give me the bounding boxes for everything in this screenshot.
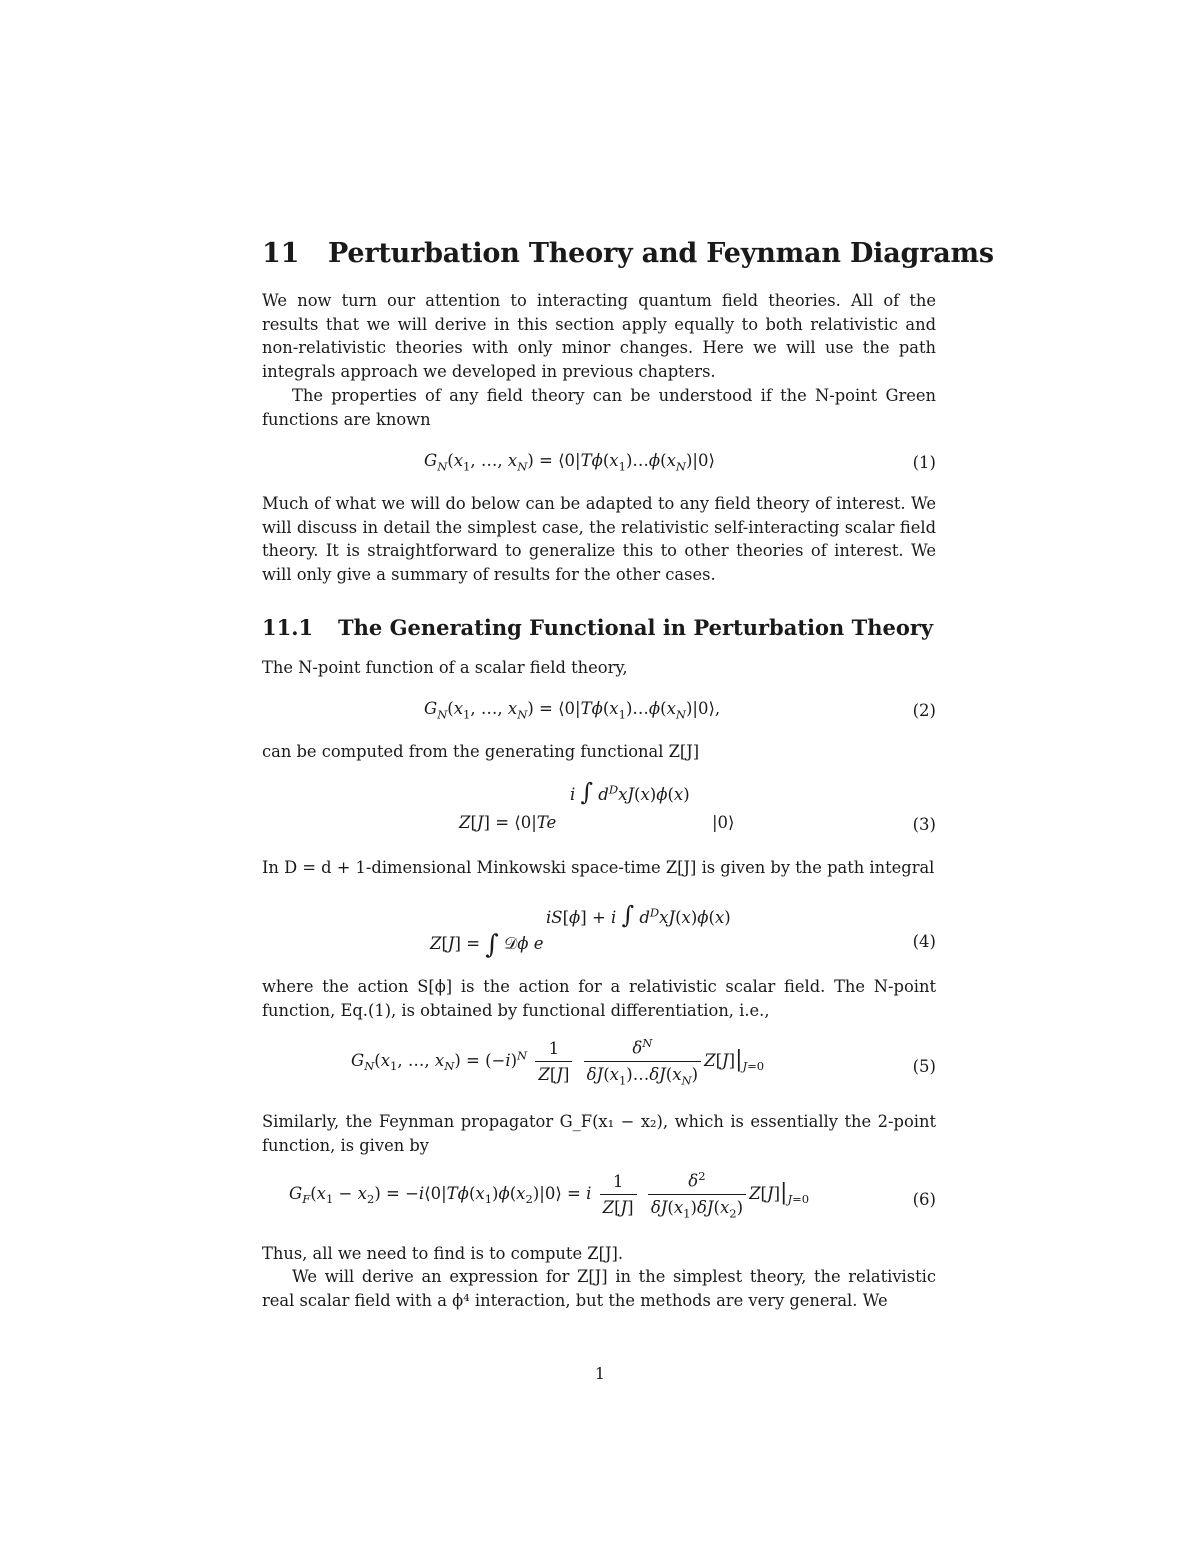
equation-number-4: (4) (912, 932, 936, 951)
equation-4: Z[J] = ∫ 𝒟ϕ e (430, 930, 544, 960)
paragraph-feynman-propagator: Similarly, the Feynman propagator G_F(x₁ − x₂), which is essentially the 2-point function, is given by (262, 1112, 936, 1155)
equation-3-exponent: i ∫ $d^DxJ(x)\phi(x)$ (570, 778, 690, 806)
fraction-second-derivative: $\frac{\delta^2}{\delta J(x_1)\delta J(x_2)}$ (648, 1169, 746, 1220)
fraction-inverse-z: $\frac{1}{Z[J]}$ (535, 1039, 572, 1084)
paragraph-intro: We now turn our attention to interacting quantum field theories. All of the results that we will derive in this section apply equally to both relativistic and non-relativistic theories with only minor changes. Here we will use the path integrals approach we developed in previous chapters. (262, 291, 936, 381)
paragraph-generating-functional: can be computed from the generating functional Z[J] (262, 742, 700, 761)
chapter-number: 11 (262, 238, 300, 269)
equation-1: $G_N(x_1$, …, $x_N$) = $⟨0|T\phi(x_1)\dots\phi(x_N)|0⟩$ (424, 451, 715, 474)
fraction-nth-derivative: $\frac{\delta^N}{\delta J(x_1)\dots\delta J(x_N)}$ (584, 1036, 701, 1087)
paragraph-green-functions: The properties of any field theory can be understood if the N-point Green functions are known (262, 386, 936, 429)
equation-5: $G_N(x_1$, …, $x_N) = (-i)^N$ $\frac{1}{Z[J]}$ $\frac{\delta^N}{\delta J(x_1)\dots\delta J(x_N)}$ $Z[J]|_{J=0}$ (351, 1036, 765, 1087)
paragraph-compute-z: Thus, all we need to find is to compute Z[J]. (262, 1244, 623, 1263)
equation-number-1: (1) (912, 453, 936, 472)
section-title: The Generating Functional in Perturbation Theory (338, 615, 934, 640)
paragraph-npoint: The N-point function of a scalar field theory, (262, 658, 628, 677)
equation-3-tail: |0⟩ (712, 813, 735, 832)
equation-number-5: (5) (912, 1057, 936, 1076)
equation-4-exponent: iS[ϕ] + i ∫ $d^DxJ(x)\phi(x)$ (546, 901, 731, 929)
fraction-inverse-z-2: $\frac{1}{Z[J]}$ (600, 1172, 637, 1217)
equation-6: $G_F(x_1 - x_2)$ = $-i⟨0|T\phi(x_1)\phi(x_2)|0⟩ = i$ $\frac{1}{Z[J]}$ $\frac{\delta^2}{\delta J(x_1)\delta J(x_2)}$ $Z[J]|_{J=0}$ (289, 1169, 810, 1220)
chapter-title: Perturbation Theory and Feynman Diagrams (328, 238, 994, 269)
equation-number-6: (6) (912, 1190, 936, 1209)
paragraph-path-integral: In D = d + 1-dimensional Minkowski space-time Z[J] is given by the path integral (262, 858, 935, 877)
paragraph-phi4-intro: We will derive an expression for Z[J] in the simplest theory, the relativistic real scalar field with a ϕ⁴ interaction, but the methods are very general. We (262, 1267, 936, 1310)
paragraph-functional-differentiation: where the action S[ϕ] is the action for a relativistic scalar field. The N-point function, Eq.(1), is obtained by functional differentiation, i.e., (262, 977, 936, 1020)
paragraph-adaptation: Much of what we will do below can be adapted to any field theory of interest. We will discuss in detail the simplest case, the relativistic self-interacting scalar field theory. It is straightforward to generalize this to other theories of interest. We will only give a summary of results for the other cases. (262, 494, 936, 584)
equation-number-3: (3) (912, 815, 936, 834)
chapter-heading (262, 238, 994, 269)
section-heading (262, 615, 933, 640)
equation-number-2: (2) (912, 701, 936, 720)
equation-2: $G_N(x_1$, …, $x_N$) = $⟨0|T\phi(x_1)\dots\phi(x_N)|0⟩$, (424, 699, 721, 722)
section-number: 11.1 (262, 615, 314, 640)
equation-3: Z[J] = ⟨0|Te (459, 813, 557, 832)
page-number: 1 (594, 1364, 606, 1383)
